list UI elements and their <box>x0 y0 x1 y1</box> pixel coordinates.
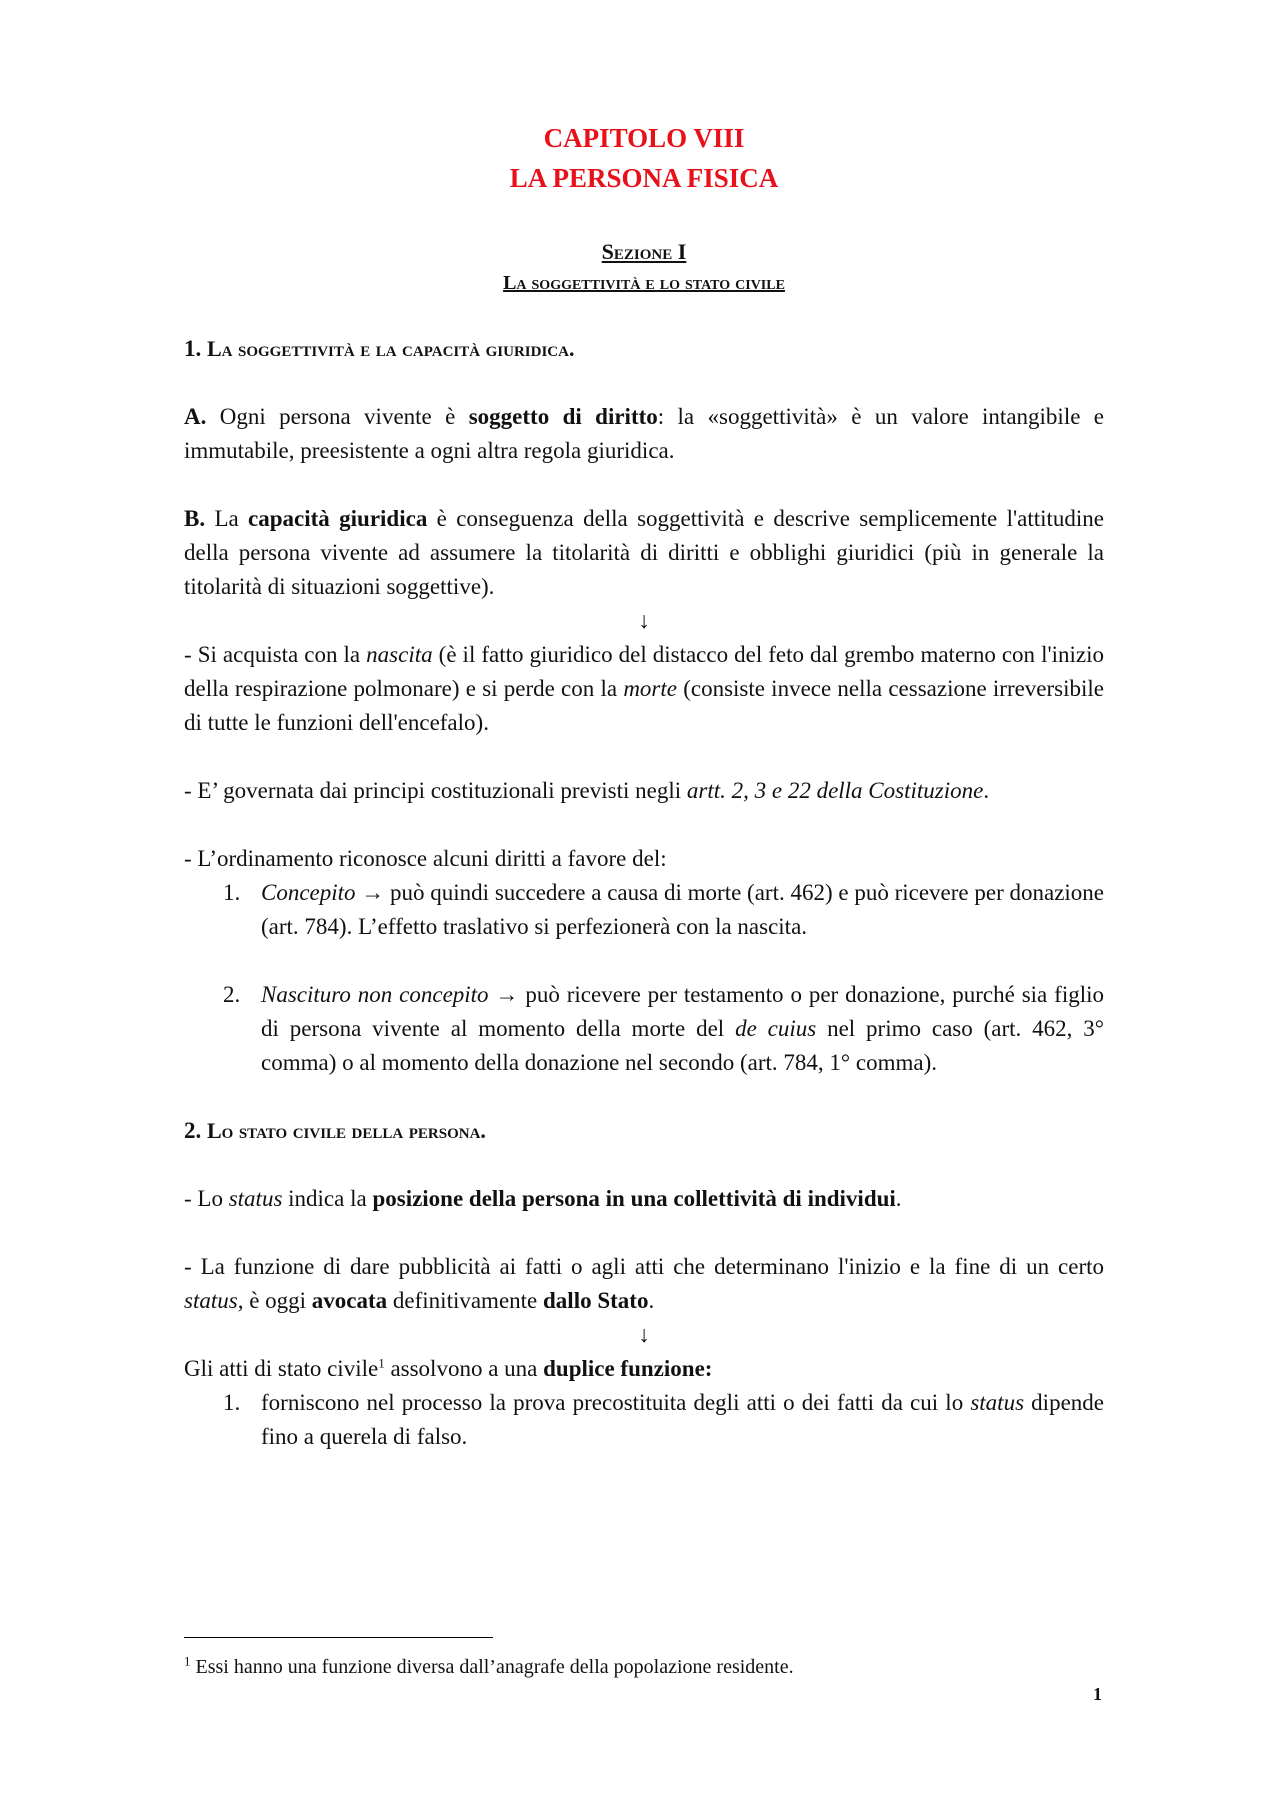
down-arrow-icon: ↓ <box>638 608 650 633</box>
acts-list <box>184 1386 1104 1454</box>
paragraph-2-title: Lo stato civile della persona. <box>207 1118 486 1143</box>
paragraph-1-number: 1. <box>184 336 202 361</box>
list-item: 2. Nascituro non concepito → può ricevere per testamento o per donazione, purché sia figlio di persona vivente al momento della morte del de cuius nel primo caso (art. 462, 3° comma) o al momento della donazione nel secondo (art. 784, 1° comma). <box>223 982 1104 1075</box>
paragraph-1-heading <box>184 332 1104 366</box>
footnote: $^1$ Essi hanno una funzione diversa dall’anagrafe della popolazione residente. <box>184 1653 794 1678</box>
publicity-paragraph: - La funzione di dare pubblicità ai fatti o agli atti che determinano l'inizio e la fine di un certo status, è oggi avocata definitivamente dallo Stato. <box>184 1254 1104 1313</box>
acts-paragraph: Gli atti di stato civile$^1$ assolvono a una duplice funzione: <box>184 1355 713 1381</box>
paragraph-2-heading <box>184 1114 1104 1148</box>
footnote-separator <box>184 1637 493 1638</box>
page-content <box>184 118 1104 1454</box>
chapter-label: CAPITOLO VIII <box>543 123 745 153</box>
point-b: B. La capacità giuridica è conseguenza della soggettività e descrive semplicemente l'attitudine della persona vivente ad assumere la titolarità di diritti e obblighi giuridici (più in generale la titolarità di situazioni soggettive). <box>184 506 1104 599</box>
point-a: A. Ogni persona vivente è soggetto di diritto: la «soggettività» è un valore intangibile e immutabile, preesistente a ogni altra regola giuridica. <box>184 404 1105 463</box>
paragraph-2-number: 2. <box>184 1118 202 1143</box>
paragraph-1-title: La soggettività e la capacità giuridica. <box>207 336 575 361</box>
down-arrow-icon: ↓ <box>638 1322 650 1347</box>
rights-list <box>184 876 1104 1080</box>
governance-paragraph: - E’ governata dai principi costituzionali previsti negli artt. 2, 3 e 22 della Costituzione. <box>184 778 990 803</box>
chapter-title: LA PERSONA FISICA <box>509 163 779 193</box>
acquisition-paragraph: - Si acquista con la nascita (è il fatto giuridico del distacco del feto dal grembo materno con l'inizio della respirazione polmonare) e si perde con la morte (consiste invece nella cessazione irreversibile di tutte le funzioni dell'encefalo). <box>184 642 1105 735</box>
section-title: La soggettività e lo stato civile <box>503 272 785 294</box>
list-item: 1. forniscono nel processo la prova precostituita degli atti o dei fatti da cui lo status dipende fino a querela di falso. <box>223 1390 1104 1449</box>
section-label: Sezione I <box>601 239 687 264</box>
status-paragraph: - Lo status indica la posizione della persona in una collettività di individui. <box>184 1186 902 1211</box>
page-number: 1 <box>1093 1684 1102 1704</box>
list-item: 1. Concepito → può quindi succedere a causa di morte (art. 462) e può ricevere per donazione (art. 784). L’effetto traslativo si perfezionerà con la nascita. <box>223 880 1105 939</box>
rights-intro: - L’ordinamento riconosce alcuni diritti a favore del: <box>184 846 667 871</box>
